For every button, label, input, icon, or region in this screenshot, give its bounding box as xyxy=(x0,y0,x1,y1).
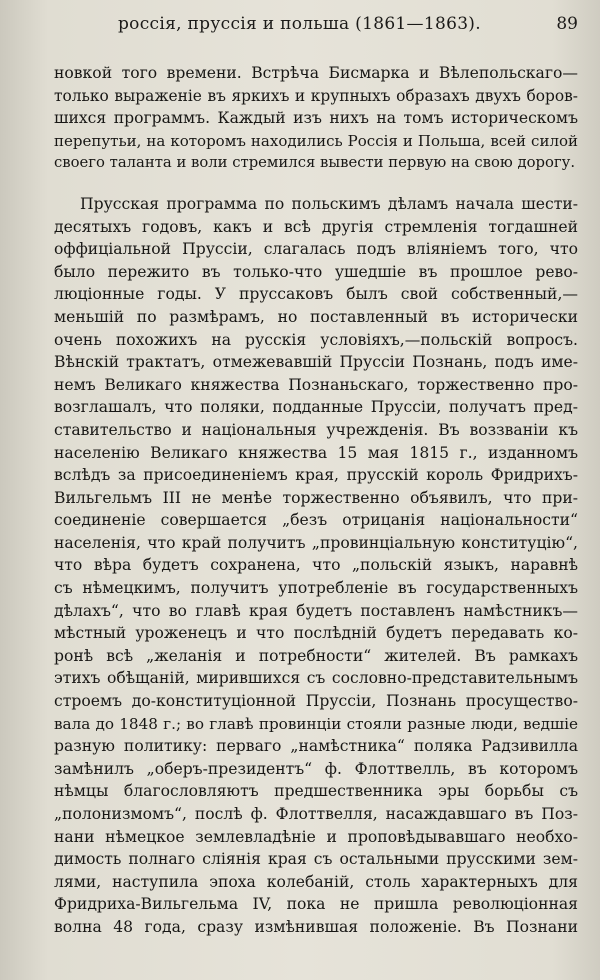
text-line: соединеніе совершается „безъ отрицанія національности“ xyxy=(54,511,578,530)
text-line: ронѣ всѣ „желанія и потребности“ жителей. Въ рамкахъ xyxy=(54,646,578,665)
text-line: оффиціальной Пруссіи, слагалась подъ вліяніемъ того, что xyxy=(54,240,578,259)
text-line: волна 48 года, сразу измѣнившая положеніе. Въ Познани xyxy=(54,917,578,936)
paragraph-gap xyxy=(54,175,578,193)
text-line: строемъ до-конституціонной Пруссіи, Познань просущество- xyxy=(54,692,578,711)
text-line: что вѣра будетъ сохранена, что „польскій языкъ, наравнѣ xyxy=(54,556,578,575)
text-line: „полонизмомъ“, послѣ ф. Флоттвелля, насаждавшаго въ Поз- xyxy=(54,805,578,823)
text-line: вала до 1848 г.; во главѣ провинціи стояли разные люди, ведшіе xyxy=(54,714,578,733)
text-line: вслѣдъ за присоединеніемъ края, прусскій король Фридрихъ- xyxy=(54,466,578,485)
text-line: населенія, что край получитъ „провинціальную конституцію“, xyxy=(54,533,578,552)
text-line: немъ Великаго княжества Познаньскаго, торжественно про- xyxy=(54,375,578,394)
text-line: нѣмцы благословляютъ предшественника эры борьбы съ xyxy=(54,782,578,801)
text-line: Вѣнскій трактатъ, отмежевавшій Пруссіи Познань, подъ име- xyxy=(54,353,578,372)
paragraph xyxy=(54,62,578,175)
paragraph xyxy=(54,193,578,939)
text-line: меньшій по размѣрамъ, но поставленный въ исторически xyxy=(54,307,578,326)
text-line: димость полнаго сліянія края съ остальными прусскими зем- xyxy=(54,850,578,869)
text-line: Вильгельмъ III не менѣе торжественно объявилъ, что при- xyxy=(54,488,578,507)
text-line: мѣстный уроженецъ и что послѣдній будетъ передавать ко- xyxy=(54,624,578,643)
text-line: съ нѣмецкимъ, получитъ употребленіе въ государственныхъ xyxy=(54,579,578,598)
text-line: разную политику: первагo „намѣстника“ поляка Радзивилла xyxy=(54,737,578,756)
text-line: десятыхъ годовъ, какъ и всѣ другія стремленія тогдашней xyxy=(54,217,578,236)
body-text xyxy=(54,62,578,939)
text-line: ставительство и національныя учрежденія. Въ воззваніи къ xyxy=(54,420,578,439)
running-title: россія, пруссія и польша (1861—1863). xyxy=(118,14,481,34)
text-line: дѣлахъ“, что во главѣ края будетъ поставленъ намѣстникъ— xyxy=(54,601,578,620)
text-line: шихся программъ. Каждый изъ нихъ на томъ историческомъ xyxy=(54,109,578,128)
text-line: своего таланта и воли стремился вывести первую на свою дорогу. xyxy=(54,154,576,172)
text-line: замѣнилъ „оберъ-президентъ“ ф. Флоттвелль, въ которомъ xyxy=(54,759,578,778)
text-line: Фридриха-Вильгельма IV, пока не пришла революціонная xyxy=(54,895,578,914)
text-line: люціонные годы. У пруссаковъ былъ свой собственный,— xyxy=(54,285,578,304)
text-line: возглашалъ, что поляки, подданные Пруссіи, получатъ пред- xyxy=(54,398,578,417)
text-line: Прусская программа по польскимъ дѣламъ начала шести- xyxy=(80,194,578,213)
text-line: перепутьи, на которомъ находились Россія и Польша, всей силой xyxy=(54,131,578,150)
text-line: нани нѣмецкое землевладѣніе и проповѣдывавшаго необхо- xyxy=(54,827,578,846)
page-header xyxy=(118,14,578,42)
text-line: только выраженіе въ яркихъ и крупныхъ образахъ двухъ боров- xyxy=(54,86,578,105)
text-line: этихъ обѣщаній, мирившихся съ сословно-представительнымъ xyxy=(54,669,578,688)
text-line: очень похожихъ на русскія условіяхъ,—польскій вопросъ. xyxy=(54,330,578,349)
text-line: было пережито въ только-что ушедшіе въ прошлое рево- xyxy=(54,262,578,281)
text-line: лями, наступила эпоха колебаній, столь характерныхъ для xyxy=(54,872,578,891)
page-number: 89 xyxy=(556,14,578,34)
text-line: населенію Великаго княжества 15 мая 1815 г., изданномъ xyxy=(54,443,578,462)
text-line: новкой того времени. Встрѣча Бисмарка и Вѣлепольскаго— xyxy=(54,64,578,82)
